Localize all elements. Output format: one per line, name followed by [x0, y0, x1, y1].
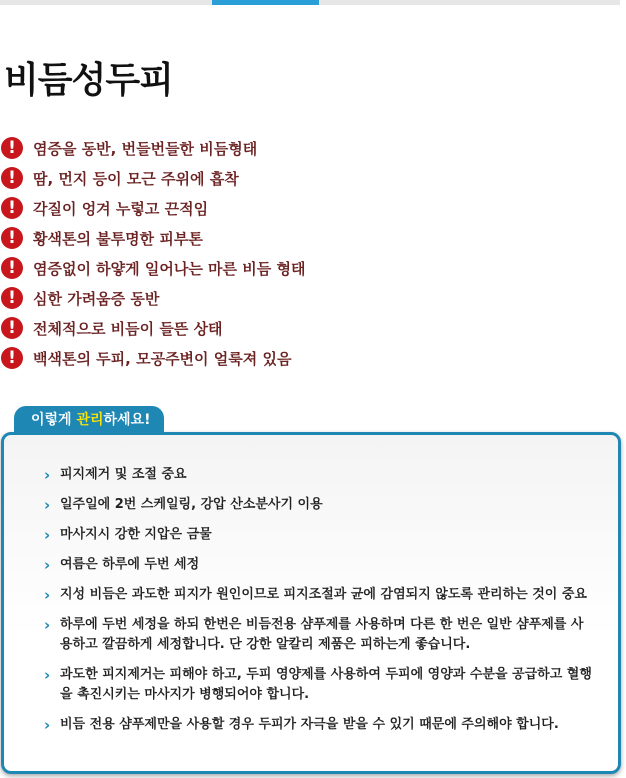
tip-text: 하루에 두번 세정을 하되 한번은 비듬전용 샴푸제를 사용하며 다른 한 번은 일반 샴푸제를 사용하고 깔끔하게 세정합니다. 단 강한 알칼리 제품은 피하는게 좋습니다.: [60, 617, 584, 652]
chevron-right-icon: ›: [44, 526, 51, 544]
care-tab-text-end: 하세요!: [103, 412, 151, 428]
symptom-text: 각질이 엉겨 누렇고 끈적임: [33, 199, 209, 218]
tip-text: 일주일에 2번 스케일링, 강압 산소분사기 이용: [60, 497, 323, 512]
exclamation-circle-icon: !: [1, 137, 23, 159]
care-tips-panel: [1, 432, 621, 774]
chevron-right-icon: ›: [44, 716, 51, 734]
symptom-item: [0, 253, 305, 283]
exclamation-circle-icon: !: [1, 227, 23, 249]
symptom-text: 땀, 먼지 등이 모근 주위에 흡착: [33, 169, 239, 188]
symptom-item: [0, 343, 305, 373]
exclamation-circle-icon: !: [1, 317, 23, 339]
tip-text: 과도한 피지제거는 피해야 하고, 두피 영양제를 사용하여 두피에 영양과 수분을 공급하고 혈행을 촉진시키는 마사지가 병행되어야 합니다.: [60, 667, 592, 702]
tip-text: 여름은 하루에 두번 세정: [60, 557, 200, 572]
tip-item: [44, 615, 592, 655]
care-tips-list: [44, 465, 592, 745]
tip-item: [44, 715, 592, 735]
symptom-text: 백색톤의 두피, 모공주변이 얼룩져 있음: [33, 349, 292, 368]
symptom-item: [0, 163, 305, 193]
care-tab-text: 이렇게: [31, 412, 77, 428]
symptom-item: [0, 313, 305, 343]
symptom-text: 황색톤의 불투명한 피부톤: [33, 229, 203, 248]
tip-text: 지성 비듬은 과도한 피지가 원인이므로 피지조절과 균에 감염되지 않도록 관리하는 것이 중요: [60, 587, 587, 602]
chevron-right-icon: ›: [44, 666, 51, 684]
tip-item: [44, 555, 592, 575]
chevron-right-icon: ›: [44, 556, 51, 574]
symptom-text: 염증을 동반, 번들번들한 비듬형태: [33, 139, 258, 158]
tip-item: [44, 465, 592, 485]
exclamation-circle-icon: !: [1, 347, 23, 369]
symptom-text: 전체적으로 비듬이 들뜬 상태: [33, 319, 223, 338]
symptom-text: 심한 가려움증 동반: [33, 289, 160, 308]
symptom-text: 염증없이 하얗게 일어나는 마른 비듬 형태: [33, 259, 306, 278]
chevron-right-icon: ›: [44, 496, 51, 514]
top-divider-accent: [212, 0, 319, 5]
symptom-item: [0, 223, 305, 253]
chevron-right-icon: ›: [44, 466, 51, 484]
tip-item: [44, 525, 592, 545]
symptom-item: [0, 133, 305, 163]
tip-item: [44, 495, 592, 515]
exclamation-circle-icon: !: [1, 167, 23, 189]
exclamation-circle-icon: !: [1, 197, 23, 219]
exclamation-circle-icon: !: [1, 287, 23, 309]
tip-item: [44, 585, 592, 605]
care-tab-label: [14, 406, 164, 435]
symptom-list: [0, 133, 305, 373]
chevron-right-icon: ›: [44, 616, 51, 634]
tip-text: 비듬 전용 샴푸제만을 사용할 경우 두피가 자극을 받을 수 있기 때문에 주의해야 합니다.: [60, 717, 559, 732]
page-title: 비듬성두피: [4, 60, 173, 101]
exclamation-circle-icon: !: [1, 257, 23, 279]
symptom-item: [0, 193, 305, 223]
care-tab-highlight: 관리: [76, 412, 104, 428]
symptom-item: [0, 283, 305, 313]
tip-text: 피지제거 및 조절 중요: [60, 467, 187, 482]
chevron-right-icon: ›: [44, 586, 51, 604]
tip-text: 마사지시 강한 지압은 금물: [60, 527, 212, 542]
tip-item: [44, 665, 592, 705]
